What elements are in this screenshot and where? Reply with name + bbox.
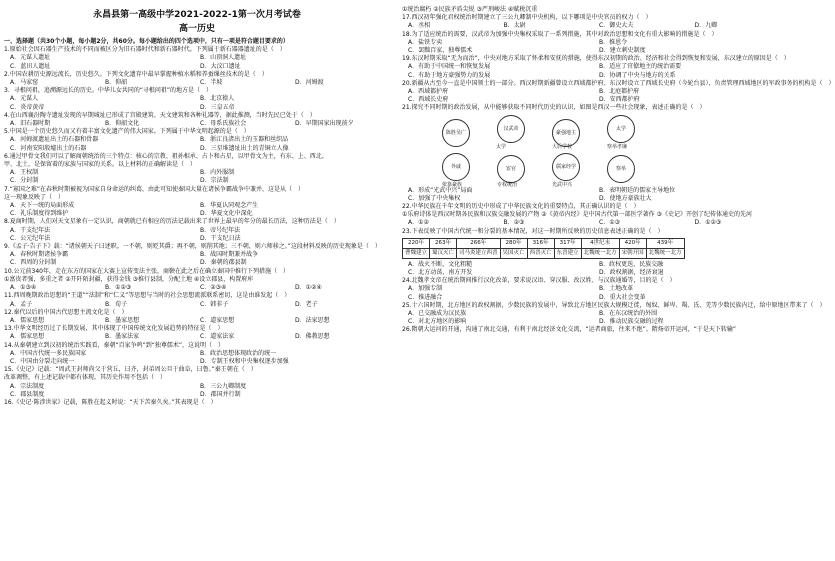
answer-option[interactable]: B．政治思想体现政治的统一	[200, 349, 277, 357]
question-text: 22.中华民族在千年文明的历史中形成了中华民族文化的重要特点，其正确认识的是（ ）	[402, 203, 640, 211]
question-text: 25.十六国时期，北方地区的政权割据，少数民族的发展中，导致北方地区民族大规模迁徙，匈奴、鲜卑、羯、氐、羌等少数民族内迁，给中原地区带来了（ ）	[402, 301, 826, 309]
answer-options	[4, 104, 390, 112]
question-text: 10.公元前340年，走在东方的国家在大赛上宣传变法主张，商鞅在此之后在确立秦国中推行下列措施（ ）	[4, 267, 289, 275]
timeline-event: 北魏统一北方	[581, 248, 619, 258]
question-text: 18.为了适应统治的需要，汉武帝为加强中央集权采取了一系列措施，其中对政治思想和文化有重大影响的措施是（ ）	[402, 30, 718, 38]
question-text: 5.中国是一个历史悠久而又有着丰富文化遗产的伟大国家。下列属于中华文明起源的是（ ）	[4, 128, 250, 136]
right-questions	[402, 6, 835, 335]
question-text: 17.西汉初年强化君权统治时期建立了三公九卿制中央机构，以下哪项是中央官员的权力（ ）	[402, 14, 652, 22]
answer-option[interactable]: D．①②④	[295, 284, 322, 292]
answer-option[interactable]: B．政权更迭，民族交融	[599, 260, 664, 268]
timeline-year: 4世纪末	[581, 238, 619, 248]
answer-option[interactable]: C．半坡	[200, 79, 223, 87]
answer-option[interactable]: C．①③	[599, 219, 620, 227]
answer-option[interactable]: D．早期国家出现前夕	[295, 120, 354, 128]
answer-option[interactable]: D．宗法制	[200, 177, 229, 185]
timeline-year: 220年	[403, 238, 430, 248]
question-text: 4.在山西襄汾陶寺遗址发现的早期城址已形成了宫殿建筑、天文建筑和各种礼器等，据此推测，当时先民已处于（ ）	[4, 111, 316, 119]
answer-options	[402, 285, 790, 293]
answer-options	[402, 195, 790, 203]
answer-option[interactable]: A．中国古代统一多民族国家	[10, 349, 87, 357]
answer-options	[402, 88, 790, 96]
diagram-node: 儒家经学	[552, 153, 580, 181]
question-text: ①乐府诗体是西汉时期各民族和汉族交融发展的产物 ②《黄帝内经》是中国古代第一部医学著作 ③《史记》开创了纪传体通史的先河	[402, 211, 752, 219]
timeline-year: 266年	[457, 238, 501, 248]
answer-option[interactable]: C．礼乐制度得到维护	[10, 210, 69, 218]
answer-option[interactable]: B．华夏认同观念产生	[200, 202, 259, 210]
answer-options	[4, 145, 390, 153]
answer-option[interactable]: D．协调了中央与地方的关系	[599, 71, 676, 79]
question-text: 甲、北土，是保留着的家族与国家的关系。以上材料的正确解读是（ ）	[4, 161, 197, 169]
timeline-event: 东晋建立	[554, 248, 581, 258]
answer-option[interactable]: D．秦朝的郡县制	[200, 259, 247, 267]
answer-option[interactable]: B．土地改革	[599, 285, 634, 293]
timeline-event: 北魏统一北方	[646, 248, 684, 258]
answer-option[interactable]: C．有助于地方豪强势力的发展	[408, 71, 491, 79]
answer-option[interactable]: B．仰韶文化	[105, 120, 140, 128]
answer-options	[4, 301, 390, 309]
diagram-caption: 专权统治	[497, 181, 518, 188]
answer-options	[4, 177, 390, 185]
answer-option[interactable]: D．使地方豪族壮大	[599, 194, 652, 202]
answer-option[interactable]: B．浙江良渚出土的玉器和丝织品	[200, 136, 289, 144]
answer-options	[402, 22, 790, 30]
answer-option[interactable]: A．战火不断，文化粗糙	[408, 260, 473, 268]
left-column	[4, 6, 390, 407]
answer-options	[402, 294, 790, 302]
answer-option[interactable]: D．佛教思想	[295, 333, 330, 341]
answer-option[interactable]: A．形成“光武中兴”局面	[408, 186, 473, 194]
answer-options	[4, 317, 390, 325]
section-heading: 一、选择题（共30个小题，每小题2分，共60分。每小题给出的四个选项中，只有一项是符合题目要求的）	[4, 38, 289, 45]
answer-option[interactable]: A．河姆渡遗址出土的石器和骨器	[10, 136, 99, 144]
answer-option[interactable]: A．王权制	[10, 169, 39, 177]
question-text: ①富贵者强，多重之者 ②开阡陌封疆，获得金钱 ③推行县制，分配土地 ④设立郡县，构置府库	[4, 275, 254, 283]
answer-option[interactable]: C．对北方地区的影响	[408, 318, 467, 326]
timeline-year: 317年	[554, 238, 581, 248]
question-text: 15.《史记》记载：“周武王封师尚父于营丘，曰齐，封弟周公旦于曲阜，曰鲁。”秦王朝在（ ）	[4, 366, 257, 374]
answer-options	[4, 95, 390, 103]
answer-option[interactable]: C．炎帝黄帝	[10, 103, 45, 111]
diagram-node: 豪强地主	[552, 119, 580, 147]
answer-option[interactable]: D．专制王权和中央集权逐步加强	[200, 357, 289, 365]
answer-option[interactable]: A．有助于中国统一和恢复发展	[408, 63, 491, 71]
answer-option[interactable]: D．推动民族交融的过程	[599, 318, 664, 326]
left-questions	[4, 38, 390, 407]
question-text: ①统治腐朽 ②民族矛盾尖锐 ③严刑峻法 ④赋税沉重	[402, 6, 538, 13]
answer-option[interactable]: A．儒家思想	[10, 333, 45, 341]
answer-option[interactable]: C．御史大夫	[599, 22, 634, 30]
answer-option[interactable]: C．蓝田人遗址	[10, 62, 51, 70]
answer-options	[4, 383, 390, 391]
question-text: 16.《史记·陈涉世家》记载，陈胜在起义时说：“天下苦秦久矣。”其表现是（ ）	[4, 398, 217, 406]
diagram-node: 察举	[607, 155, 635, 183]
answer-option[interactable]: D．重大社会变革	[599, 293, 646, 301]
question-text: 13.中华文明经历过了长期发展，其中体现了中国传统文化发展趋势的特征是（ ）	[4, 325, 224, 333]
exam-subtitle: 高一历史	[178, 24, 215, 34]
question-text: 19.东汉时期采取“无为而治”，中央对地方采取了怀柔和安抚的措施，使得东汉初期的政治、经济和社会得到恢复和发展，东汉建立的原因是（ ）	[402, 55, 790, 63]
timeline-year: 439年	[646, 238, 684, 248]
answer-option[interactable]: B．墨家法家	[105, 333, 140, 341]
answer-options	[4, 169, 390, 177]
answer-option[interactable]: A．孟子	[10, 300, 33, 308]
answer-option[interactable]: A．丞相	[408, 22, 431, 30]
question-text: 3．寻根问祖，追溯源远长的历史。中华儿女共同的“寻根问祖”的地方是（ ）	[4, 87, 213, 95]
answer-option[interactable]: C．西周的分封制	[10, 259, 57, 267]
answer-option[interactable]: D．三皇五帝	[200, 103, 235, 111]
answer-option[interactable]: C．分封制	[10, 177, 39, 185]
answer-option[interactable]: B．②③	[503, 219, 525, 227]
answer-options	[4, 227, 390, 235]
answer-option[interactable]: C．②③④	[200, 284, 227, 292]
answer-option[interactable]: A．①②	[408, 219, 429, 227]
answer-option[interactable]: C．公元纪年法	[10, 234, 51, 242]
answer-option[interactable]: D．干支纪日法	[200, 234, 241, 242]
answer-option[interactable]: B．适应了官僚地主的统治需要	[599, 63, 682, 71]
question-text: 7.“寡国之难”在春秋时期被视为国家自身命运的纠葛，由此可知使秦国大量在诸侯争霸战争中兼并，这是从（ ）	[4, 185, 304, 193]
answer-option[interactable]: A．元谋人	[10, 95, 39, 103]
answer-option[interactable]: A．马家窑	[10, 79, 39, 87]
answer-option[interactable]: C．西域长史府	[408, 96, 449, 104]
answer-option[interactable]: B．战国时期兼并战争	[200, 251, 259, 259]
answer-option[interactable]: C．母系氏族社会	[200, 120, 247, 128]
answer-options	[402, 219, 790, 227]
question-text: 21.探究不同时期的政治发展，从中能够获取不同时代历史的认识，如图是西汉一些社会现象，表述正确的是（ ）	[402, 104, 706, 112]
answer-option[interactable]: D．河姆渡	[295, 79, 324, 87]
question-text: 改革调整，有上述记载中都有体现。其历史作用不包括（ ）	[4, 374, 167, 382]
answer-option[interactable]: C．推进融合	[408, 293, 443, 301]
question-text: 这一现象反映了（ ）	[4, 193, 65, 201]
diagram-caption: 光武中兴	[552, 181, 573, 188]
answer-option[interactable]: A．儒家思想	[10, 316, 45, 324]
answer-options	[402, 39, 790, 47]
answer-option[interactable]: C．加强了中央集权	[408, 194, 461, 202]
answer-option[interactable]: A．宗法制度	[10, 382, 45, 390]
timeline-event: 曹魏建立	[403, 248, 430, 258]
answer-option[interactable]: A．盐铁专卖	[408, 38, 443, 46]
answer-options	[402, 47, 790, 55]
answer-option[interactable]: C．道家思想	[200, 316, 235, 324]
answer-option[interactable]: C．郡县制度	[10, 390, 45, 398]
exam-title: 永昌县第一高级中学2021-2022-1第一次月考试卷	[93, 10, 301, 20]
answer-option[interactable]: B．推恩令	[599, 38, 628, 46]
answer-option[interactable]: D．郡国并行制	[200, 390, 241, 398]
question-text: 12.秦代以后的中国古代思想主流文化是（ ）	[4, 308, 128, 316]
answer-option[interactable]: A．天下一统的局面形成	[10, 202, 75, 210]
answer-option[interactable]: D．老子	[295, 300, 318, 308]
answer-option[interactable]: D．政权割据，经济衰退	[599, 269, 664, 277]
answer-option[interactable]: B．山顶洞人遗址	[200, 54, 247, 62]
answer-option[interactable]: B．①②③	[105, 284, 132, 292]
timeline-year: 280年	[500, 238, 527, 248]
diagram-caption: 察举孝廉	[607, 143, 628, 150]
timeline-event: 西晋灭亡	[527, 248, 554, 258]
answer-option[interactable]: C．道家法家	[200, 333, 235, 341]
answer-option[interactable]: B．表明朝廷的儒家主导地位	[599, 186, 676, 194]
diagram-node: 陈胜吴广	[442, 119, 470, 147]
answer-option[interactable]: D．三星堆遗址出土的青铜立人像	[200, 144, 289, 152]
answer-option[interactable]: A．西域都护府	[408, 88, 449, 96]
diagram-node: 汉武帝	[497, 115, 525, 143]
question-text: 9.《孟子·告子下》载：“诸侯朝天子曰述职。一不朝，则贬其爵；再不朝，则削其地；三不朝，则六师移之。”这段材料反映的历史现象是（ ）	[4, 243, 381, 251]
question-text: 26.隋朝大运河的开通，沟通了南北交通，有利于南北经济文化交流，“运者商旅，往来不绝”。隋炀帝开运河，“于是天下转输”	[402, 326, 736, 334]
answer-options	[4, 251, 390, 259]
answer-options	[4, 235, 390, 243]
diagram-caption: 大后学校	[552, 143, 573, 150]
timeline-year: 316年	[527, 238, 554, 248]
answer-option[interactable]: B．仰韶	[105, 79, 128, 87]
answer-options	[4, 350, 390, 358]
answer-option[interactable]: C．中国由分裂走向统一	[10, 357, 75, 365]
answer-option[interactable]: B．荀子	[105, 300, 128, 308]
answer-options	[402, 187, 790, 195]
question-text: 6.通过甲骨文我们可以了解商朝统治的三个特点：核心的宗教、祖孙相承、占卜和占星，以甲骨文为主，有东、上、西北。	[4, 152, 328, 160]
diagram-node: 宦官	[497, 155, 525, 183]
answer-option[interactable]: D．华夏文化中深化	[200, 210, 253, 218]
question-text: 20.新疆从古至今一直是中国领土的一部分。西汉时期新疆曾设立西域都护府、东汉时设立了西域长史府（今轮台县），负责管理西域地区的军政事务的机构是（ ）	[402, 79, 835, 87]
answer-option[interactable]: B．帝号纪年法	[200, 226, 241, 234]
answer-options	[4, 333, 390, 341]
question-text: 1.原始社会因石器生产技术的不同而被区分为旧石器时代和新石器时代。下列属于新石器器遗址的是（ ）	[4, 46, 286, 54]
answer-options	[4, 136, 390, 144]
answer-option[interactable]: A．元谋人遗址	[10, 54, 51, 62]
diagram-caption: 依靠豪族	[442, 181, 463, 188]
answer-option[interactable]: C．罢黜百家，独尊儒术	[408, 47, 473, 55]
answer-options	[4, 63, 390, 71]
timeline-year: 420年	[619, 238, 646, 248]
timeline-year: 263年	[430, 238, 457, 248]
answer-option[interactable]: A．加强专制	[408, 285, 443, 293]
answer-option[interactable]: D．建立刺史制度	[599, 47, 646, 55]
answer-options	[4, 79, 390, 87]
answer-options	[4, 259, 390, 267]
question-text: 11.西周晚期政治思想的“王道”“法制”和“仁义”等思想与当时的社会思想流派联系密切，这是由谁发起（ ）	[4, 292, 291, 300]
answer-options	[402, 72, 790, 80]
answer-option[interactable]: B．墨家思想	[105, 316, 140, 324]
answer-option[interactable]: C．河南安阳殷墟出土的石器	[10, 144, 87, 152]
answer-option[interactable]: C．韩非子	[200, 300, 229, 308]
timeline-table	[402, 238, 685, 259]
answer-option[interactable]: D．法家思想	[295, 316, 330, 324]
answer-options	[4, 391, 390, 399]
answer-options	[4, 120, 390, 128]
answer-option[interactable]: A．①③④	[10, 284, 37, 292]
question-text: 8.夏商时期，人们对天文星象有一定认识，商朝就已有相应的历法记载出来了世界上最早的年分的最长历法，这种历法是（ ）	[4, 218, 340, 226]
right-column	[402, 6, 835, 335]
answer-option[interactable]: B．内外服制	[200, 169, 235, 177]
question-text: 23.下表反映了中国古代统一和分裂的基本情况，对这一时期所反映的历史信息表述正确的是（ ）	[402, 227, 664, 235]
timeline-event: 宋朝开国	[619, 248, 646, 258]
answer-options	[4, 54, 390, 62]
answer-option[interactable]: A．干支纪年法	[10, 226, 51, 234]
question-text: 2.中国农耕历史源远流长，历史悠久。下列文化遗存中最早掌握种植水稻和养蚕缫丝技术的是（ ）	[4, 70, 268, 78]
timeline-event: 司马炎建立西晋	[457, 248, 501, 258]
answer-option[interactable]: A．旧石器时期	[10, 120, 51, 128]
answer-option[interactable]: D．大汶口遗址	[200, 62, 241, 70]
answer-options	[402, 63, 790, 71]
answer-option[interactable]: B．在东汉统治的外围	[599, 310, 658, 318]
answer-options	[402, 261, 790, 269]
answer-option[interactable]: B．太尉	[503, 22, 526, 30]
diagram-caption: 太学	[496, 143, 507, 150]
concept-diagram	[442, 115, 642, 188]
diagram-node: 外戚	[442, 153, 470, 181]
question-text: 24.北魏孝文帝在统治期间推行汉化改革，要求说汉语、穿汉服、改汉姓、与汉族通婚等，目的是（ ）	[402, 277, 676, 285]
answer-option[interactable]: B．北京猿人	[200, 95, 235, 103]
timeline-event: 蜀汉灭亡	[430, 248, 457, 258]
answer-options	[4, 358, 390, 366]
answer-option[interactable]: B．三公九卿制度	[200, 382, 247, 390]
answer-option[interactable]: B．北庭都护府	[599, 88, 640, 96]
answer-option[interactable]: A．春秋时期诸侯争霸	[10, 251, 69, 259]
timeline-event: 吴国灭亡	[500, 248, 527, 258]
question-text: 14.从秦朝建立到汉初的统治实践看，秦朝“百家争鸣”到“独尊儒术”，这说明（ ）	[4, 341, 224, 349]
answer-option[interactable]: C．北方动荡，南方开发	[408, 269, 473, 277]
answer-option[interactable]: D．安西都护府	[599, 96, 640, 104]
answer-option[interactable]: D．①②③	[694, 219, 722, 227]
answer-option[interactable]: A．已交融成为汉民族	[408, 310, 467, 318]
diagram-node: 太学	[607, 115, 635, 143]
answer-option[interactable]: D．九卿	[694, 22, 718, 30]
